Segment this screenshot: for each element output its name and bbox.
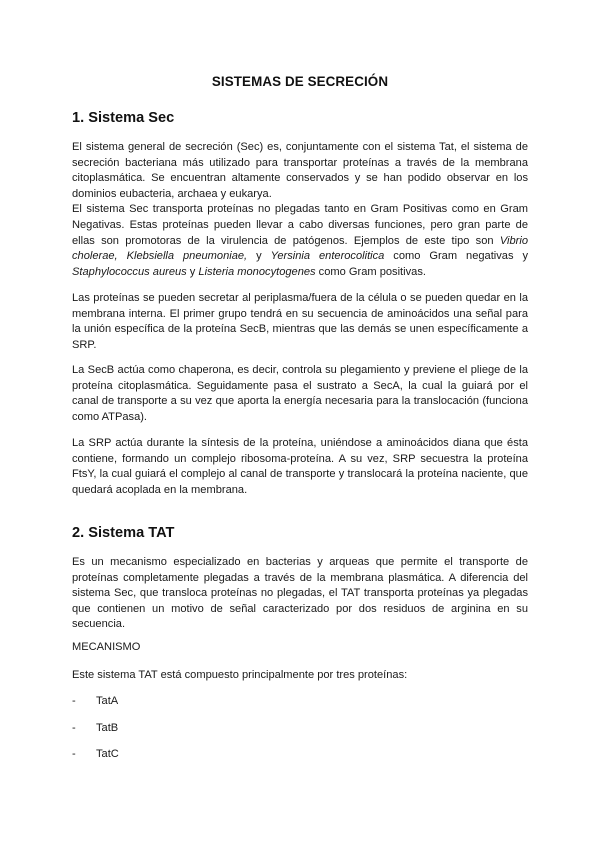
tat-components-intro: Este sistema TAT está compuesto principalmente por tres proteínas: (72, 669, 408, 681)
paragraph-secb: La SecB actúa como chaperona, es decir, controla su plegamiento y previene el pliege de la proteína citoplasmática. Seguidamente pasa el sustrato a SecA, la cual la guiará por el canal de transporte a su vez que aporta la energía necesaria para la translocación (funciona como ATPasa). (72, 364, 528, 423)
species-yersinia: Yersinia enterocolitica (270, 250, 385, 263)
list-marker: - (72, 695, 76, 707)
list-marker: - (72, 721, 76, 734)
paragraph-tat-intro: Es un mecanismo especializado en bacterias y arqueas que permite el transporte de proteínas completamente plegadas a través de la membrana plasmática. A diferencia del sistema Sec, que transloca proteínas no plegadas, el TAT transporta proteínas ya plegadas que contienen un motivo de señal caracterizado por dos residuos de arginina en su secuencia. (72, 556, 528, 631)
list-item-label: TatC (96, 748, 119, 760)
section-heading-sec: 1. Sistema Sec (72, 110, 175, 126)
list-marker: - (72, 748, 76, 760)
section-heading-tat: 2. Sistema TAT (72, 525, 175, 541)
connector-text: y (247, 250, 271, 263)
document-title: SISTEMAS DE SECRECIÓN (211, 74, 389, 89)
sec-transport-ending: como Gram positivas. (315, 265, 426, 278)
subheading-mecanismo: MECANISMO (72, 641, 141, 653)
paragraph-srp: La SRP actúa durante la síntesis de la proteína, uniéndose a aminoácidos diana que ésta contiene, formando un complejo ribosoma-proteína. A su vez, SRP secuestra la proteína FtsY, la cual guiará el complejo al canal de transporte y translocará la proteína naciente, que quedará acoplada en la membrana. (72, 437, 528, 496)
sec-intro-text: El sistema general de secreción (Sec) es, conjuntamente con el sistema Tat, el sistema de secreción bacteriana más utilizado para transportar proteínas a través de la membrana citoplasmática. Se encuentran altamente conservados y se han podido observar en los dominios eubacteria, archaea y eukarya. (72, 141, 528, 200)
sec-transport-text: El sistema Sec transporta proteínas no plegadas tanto en Gram Positivas como en Gram Negativas. Estas proteínas pueden llevar a cabo diversas funciones, pero gran parte de ellas son promotoras de la virulencia de patógenos. Ejemplos de este tipo son (72, 203, 528, 247)
species-listeria: Listeria monocytogenes (198, 265, 316, 278)
list-item-label: TatA (96, 695, 119, 707)
connector-text: y (186, 265, 199, 278)
species-vibrio-klebsiella: Vibrio cholerae, Klebsiella pneumoniae, (72, 234, 528, 263)
list-item-label: TatB (96, 721, 119, 734)
paragraph-sec-intro (72, 140, 528, 280)
paragraph-sec-secretion: Las proteínas se pueden secretar al periplasma/fuera de la célula o se pueden quedar en la membrana interna. El primer grupo tendrá en su secuencia de aminoácidos una señal para la unión específica de la proteína SecB, mientras que las demás se unen específicamente a SRP. (72, 292, 528, 351)
connector-text: como Gram negativas y (384, 250, 529, 263)
species-staphylococcus: Staphylococcus aureus (72, 265, 187, 278)
